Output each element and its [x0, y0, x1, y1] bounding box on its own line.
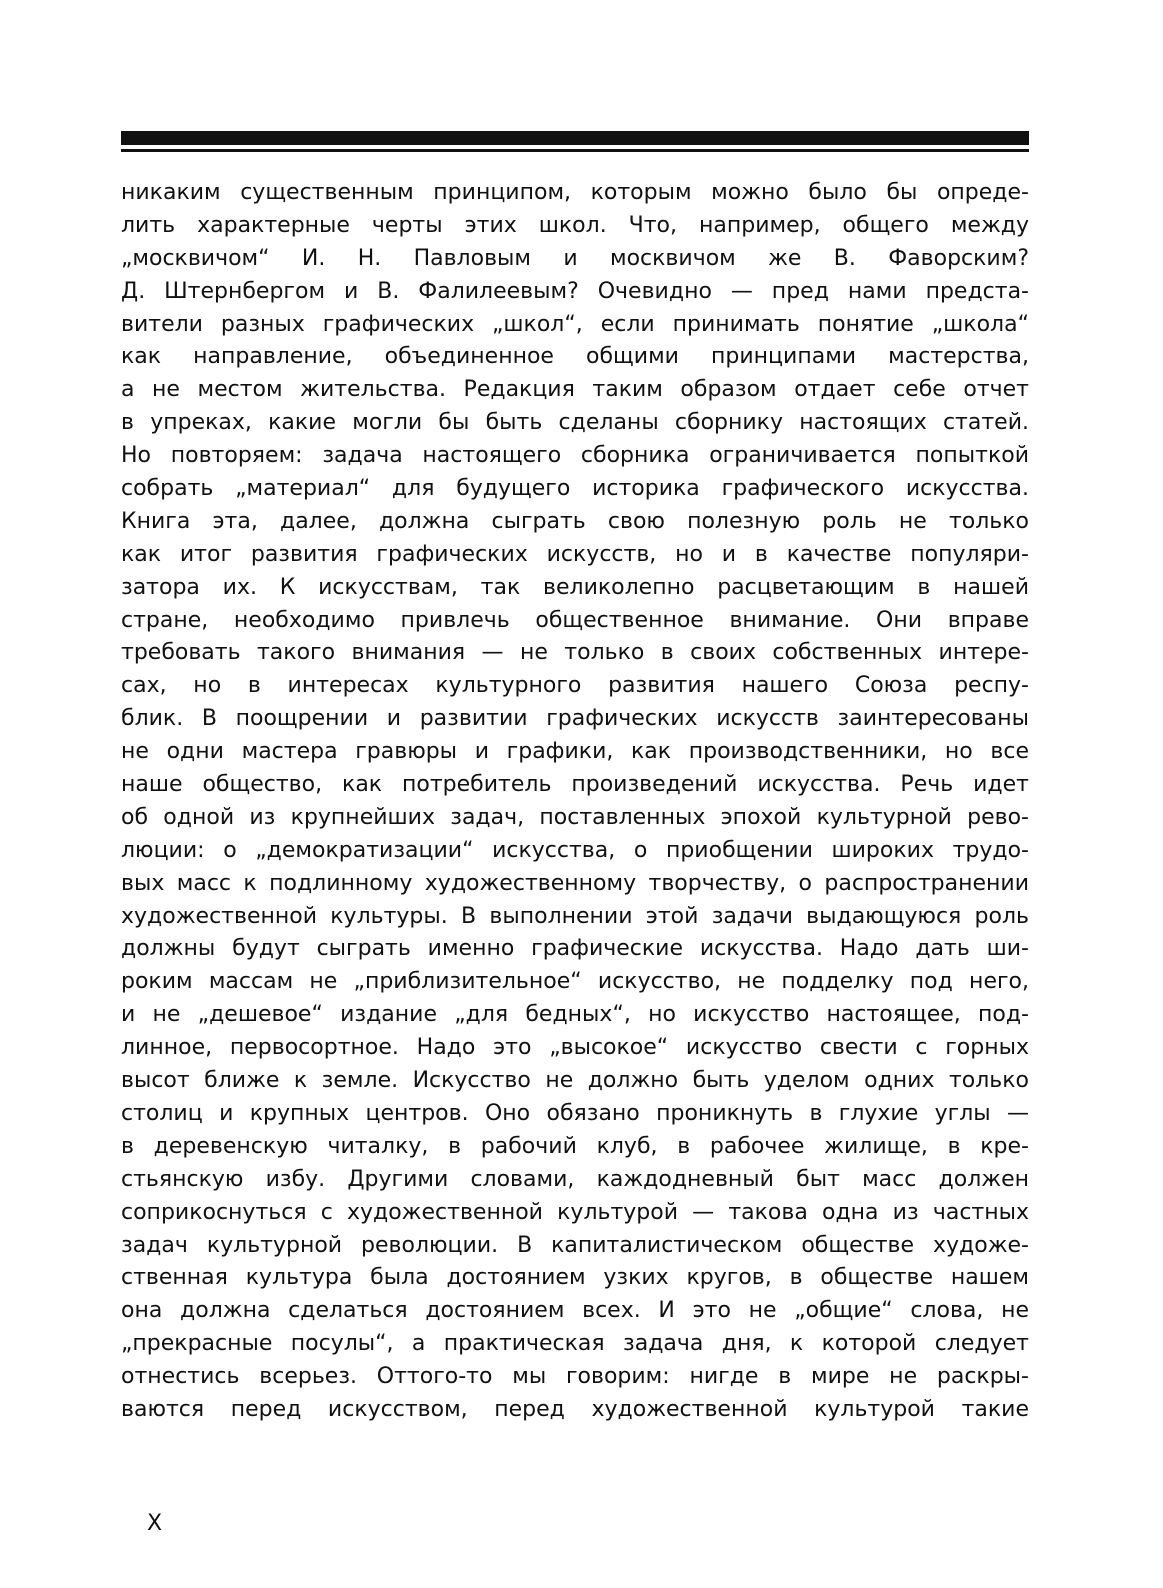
text-line: ваются перед искусством, перед художественной культурой такие: [121, 1396, 1029, 1422]
text-line: высот ближе к земле. Искусство не должно быть уделом одних только: [121, 1068, 1029, 1094]
text-line: лить характерные черты этих школ. Что, например, общего между: [121, 212, 1029, 238]
text-line: затора их. К искусствам, так великолепно расцветающим в нашей: [121, 574, 1029, 600]
text-line: ственная культура была достоянием узких кругов, в обществе нашем: [121, 1265, 1029, 1291]
text-line: никаким существенным принципом, которым можно было бы опреде-: [121, 180, 1029, 205]
text-line: „москвичом“ И. Н. Павловым и москвичом же В. Фаворским?: [121, 245, 1029, 271]
text-line: отнестись всерьез. Оттого-то мы говорим: нигде в мире не раскры-: [121, 1364, 1029, 1390]
text-line: Д. Штернбергом и В. Фалилеевым? Очевидно — пред нами предста-: [121, 278, 1029, 304]
text-line: стьянскую избу. Другими словами, каждодневный быт масс должен: [121, 1166, 1029, 1192]
text-line: „прекрасные посулы“, а практическая задача дня, к которой следует: [121, 1331, 1029, 1357]
body-text: [121, 177, 1029, 1427]
text-line: требовать такого внимания — не только в своих собственных интере-: [121, 640, 1029, 666]
text-line: Книга эта, далее, должна сыграть свою полезную роль не только: [121, 508, 1029, 534]
text-line: роким массам не „приблизительное“ искусство, не подделку под него,: [121, 969, 1029, 995]
text-line: наше общество, как потребитель произведений искусства. Речь идет: [121, 772, 1029, 798]
text-line: как направление, объединенное общими принципами мастерства,: [121, 344, 1029, 370]
text-line: об одной из крупнейших задач, поставленных эпохой культурной рево-: [121, 804, 1029, 830]
text-line: стране, необходимо привлечь общественное внимание. Они вправе: [121, 607, 1029, 633]
text-line: люции: о „демократизации“ искусства, о приобщении широких трудо-: [121, 837, 1029, 863]
text-line: задач культурной революции. В капиталистическом обществе художе-: [121, 1232, 1029, 1258]
text-line: вых масс к подлинному художественному творчеству, о распространении: [121, 870, 1029, 896]
text-line: и не „дешевое“ издание „для бедных“, но искусство настоящее, под-: [121, 1002, 1029, 1028]
text-line: линное, первосортное. Надо это „высокое“ искусство свести с горных: [121, 1035, 1029, 1061]
page-number: X: [147, 1511, 163, 1536]
text-line: Но повторяем: задача настоящего сборника ограничивается попыткой: [121, 443, 1029, 469]
text-line: сах, но в интересах культурного развития нашего Союза респу-: [121, 673, 1029, 699]
text-line: блик. В поощрении и развитии графических искусств заинтересованы: [121, 706, 1029, 732]
text-line: должны будут сыграть именно графические искусства. Надо дать ши-: [121, 936, 1029, 962]
text-line: художественной культуры. В выполнении этой задачи выдающуюся роль: [121, 903, 1029, 929]
text-line: в деревенскую читалку, в рабочий клуб, в рабочее жилище, в кре-: [121, 1133, 1029, 1159]
text-line: она должна сделаться достоянием всех. И это не „общие“ слова, не: [121, 1298, 1029, 1324]
text-line: не одни мастера гравюры и графики, как производственники, но все: [121, 739, 1029, 765]
text-line: как итог развития графических искусств, но и в качестве популяри-: [121, 541, 1029, 567]
text-line: столиц и крупных центров. Оно обязано проникнуть в глухие углы —: [121, 1100, 1029, 1126]
text-line: собрать „материал“ для будущего историка графического искусства.: [121, 476, 1029, 502]
text-line: соприкоснуться с художественной культурой — такова одна из частных: [121, 1199, 1029, 1225]
header-rule-thick: [121, 131, 1029, 145]
text-line: в упреках, какие могли бы быть сделаны сборнику настоящих статей.: [121, 410, 1029, 436]
header-rule-thin: [121, 149, 1029, 152]
text-line: а не местом жительства. Редакция таким образом отдает себе отчет: [121, 377, 1029, 403]
text-line: вители разных графических „школ“, если принимать понятие „школа“: [121, 311, 1029, 337]
